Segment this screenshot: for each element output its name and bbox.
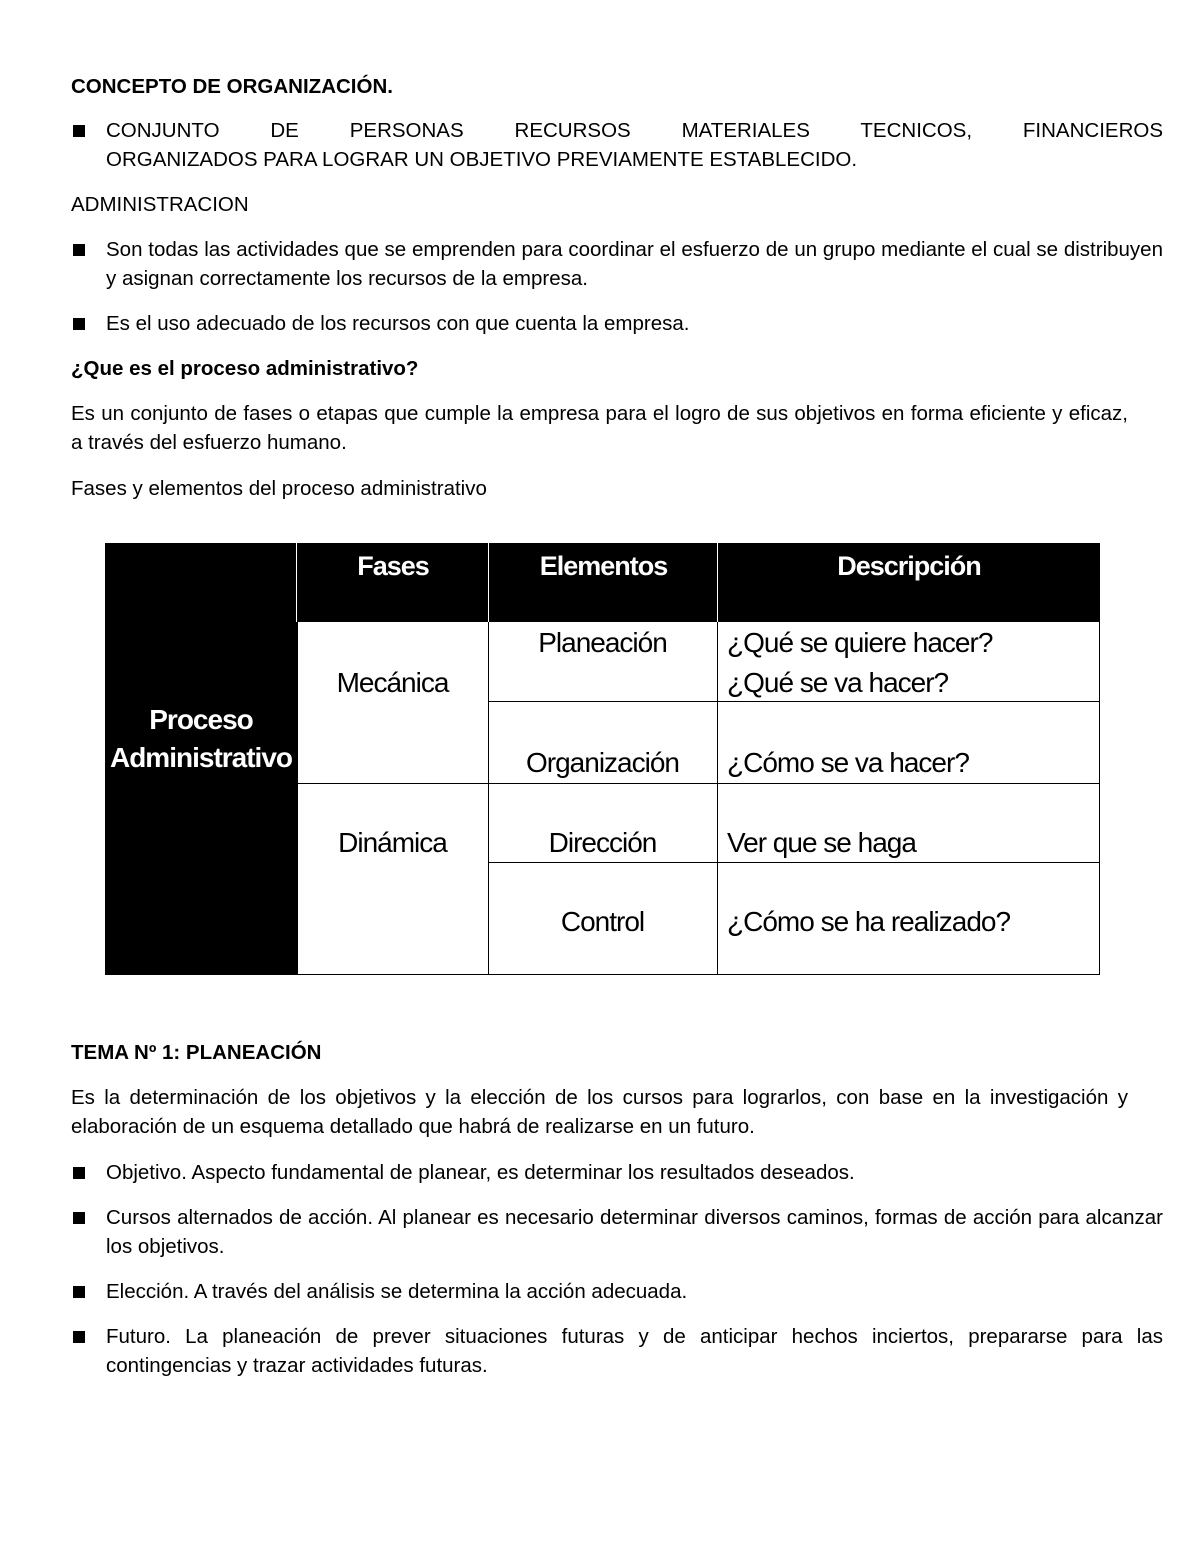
desc-direccion: Ver que se haga bbox=[727, 827, 916, 858]
bullet-square-icon bbox=[73, 1331, 85, 1343]
bullet-text: Elección. A través del análisis se determina la acción adecuada. bbox=[106, 1280, 688, 1303]
grid-line bbox=[1099, 622, 1100, 975]
header-divider bbox=[717, 543, 718, 622]
process-table bbox=[105, 543, 1100, 975]
bullet-square-icon bbox=[73, 318, 85, 330]
header-descripcion: Descripción bbox=[718, 543, 1100, 589]
bullet-conjunto bbox=[71, 116, 1163, 174]
element-planeacion: Planeación bbox=[538, 627, 667, 658]
desc-organizacion: ¿Cómo se va hacer? bbox=[727, 747, 969, 778]
desc-planeacion-2: ¿Qué se va hacer? bbox=[727, 667, 949, 698]
desc-control: ¿Cómo se ha realizado? bbox=[727, 906, 1011, 937]
bullet-text: Futuro. La planeación de prever situaciones futuras y de anticipar hechos inciertos, prepararse para las contingencias y trazar actividades futuras. bbox=[106, 1325, 1163, 1377]
phase-dinamica: Dinámica bbox=[338, 827, 447, 858]
section-title-planeacion: TEMA Nº 1: PLANEACIÓN bbox=[71, 1041, 322, 1064]
side-label-proceso-administrativo bbox=[105, 622, 297, 975]
side-label-line2: Administrativo bbox=[109, 741, 293, 773]
section-title-administracion: ADMINISTRACION bbox=[71, 193, 249, 216]
bullet-cursos bbox=[71, 1203, 1163, 1261]
bullet-text-line2: ORGANIZADOS PARA LOGRAR UN OBJETIVO PREVIAMENTE ESTABLECIDO. bbox=[106, 148, 858, 171]
table-intro: Fases y elementos del proceso administrativo bbox=[71, 477, 487, 500]
bullet-square-icon bbox=[73, 244, 85, 256]
bullet-text: Son todas las actividades que se emprenden para coordinar el esfuerzo de un grupo mediante el cual se distribuyen y asignan correctamente los recursos de la empresa. bbox=[106, 238, 1163, 290]
header-divider bbox=[488, 543, 489, 622]
element-direccion: Dirección bbox=[548, 827, 657, 858]
section-title-organizacion: CONCEPTO DE ORGANIZACIÓN. bbox=[71, 75, 393, 98]
bullet-text: Es el uso adecuado de los recursos con que cuenta la empresa. bbox=[106, 312, 690, 335]
bullet-eleccion bbox=[71, 1277, 1163, 1306]
grid-line bbox=[297, 974, 1100, 975]
answer-paragraph: Es un conjunto de fases o etapas que cumple la empresa para el logro de sus objetivos en forma eficiente y eficaz, a través del esfuerzo humano. bbox=[71, 402, 1128, 454]
bullet-square-icon bbox=[73, 125, 85, 137]
phase-mecanica: Mecánica bbox=[336, 667, 449, 698]
bullet-square-icon bbox=[73, 1286, 85, 1298]
header-elementos: Elementos bbox=[489, 543, 718, 589]
bullet-actividades bbox=[71, 235, 1163, 293]
side-label-line1: Proceso bbox=[149, 703, 253, 735]
bullet-text: Cursos alternados de acción. Al planear es necesario determinar diversos caminos, formas de acción para alcanzar los objetivos. bbox=[106, 1206, 1163, 1258]
header-fases: Fases bbox=[297, 543, 489, 589]
header-divider bbox=[296, 543, 297, 622]
grid-line bbox=[297, 783, 1100, 784]
bullet-futuro bbox=[71, 1322, 1163, 1380]
element-control: Control bbox=[560, 906, 645, 937]
bullet-text: Objetivo. Aspecto fundamental de planear, es determinar los resultados deseados. bbox=[106, 1161, 855, 1184]
desc-planeacion-1: ¿Qué se quiere hacer? bbox=[727, 627, 993, 658]
bullet-square-icon bbox=[73, 1212, 85, 1224]
element-organizacion: Organización bbox=[526, 747, 679, 778]
question-heading: ¿Que es el proceso administrativo? bbox=[71, 357, 419, 380]
planeacion-intro: Es la determinación de los objetivos y la elección de los cursos para lograrlos, con base en la investigación y elaboración de un esquema detallado que habrá de realizarse en un futuro. bbox=[71, 1086, 1128, 1138]
bullet-text-line1: CONJUNTO DE PERSONAS RECURSOS MATERIALES TECNICOS, FINANCIEROS bbox=[106, 119, 1163, 142]
bullet-square-icon bbox=[73, 1167, 85, 1179]
bullet-uso-adecuado bbox=[71, 309, 1163, 338]
bullet-objetivo bbox=[71, 1158, 1163, 1187]
